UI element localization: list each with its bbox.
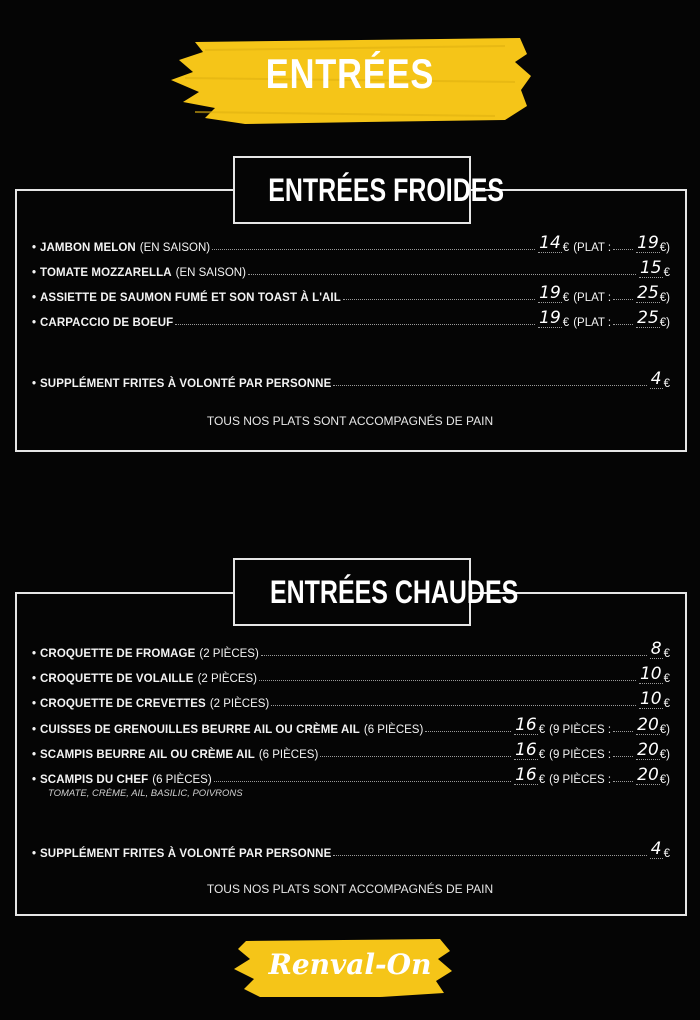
leader-dots [613, 299, 633, 300]
currency: € [538, 749, 546, 761]
leader-dots [613, 756, 633, 757]
bullet-icon: • [32, 378, 37, 390]
leader-dots [261, 655, 647, 656]
bullet-icon: • [32, 267, 37, 279]
bullet-icon: • [32, 673, 37, 685]
item-price: 4 [650, 369, 662, 389]
large-portion-price: 25 [637, 283, 659, 303]
currency: € [562, 292, 570, 304]
item-price: 15 [639, 258, 662, 278]
large-portion-label: (9 PIÈCES : [549, 749, 612, 761]
menu-item [32, 716, 670, 736]
item-name: CUISSES DE GRENOUILLES BEURRE AIL OU CRÈME AIL [40, 724, 360, 736]
item-price: 19 [539, 308, 561, 328]
currency: € [538, 774, 546, 786]
leader-dots [613, 731, 633, 732]
leader-dots [613, 249, 633, 250]
item-name: SCAMPIS BEURRE AIL OU CRÈME AIL [40, 749, 255, 761]
large-portion-label: (PLAT : [573, 292, 612, 304]
menu-item [32, 640, 670, 660]
item-name: CROQUETTE DE CREVETTES [40, 698, 206, 710]
currency: € [663, 848, 670, 860]
currency: € [663, 267, 670, 279]
large-portion-label: (9 PIÈCES : [549, 774, 612, 786]
item-detail: (6 PIÈCES) [258, 749, 319, 761]
large-portion-price: 19 [637, 233, 659, 253]
item-detail: (2 PIÈCES) [197, 673, 257, 685]
currency: € [538, 724, 546, 736]
currency: €) [659, 774, 670, 786]
menu-item [32, 259, 670, 279]
currency: €) [659, 749, 670, 761]
menu-item [32, 665, 670, 685]
item-name: TOMATE MOZZARELLA [40, 267, 172, 279]
leader-dots [259, 680, 636, 681]
item-price: 19 [539, 283, 561, 303]
menu-item [32, 741, 670, 761]
bullet-icon: • [32, 749, 37, 761]
hot-starters-heading: ENTRÉES CHAUDES [233, 558, 471, 626]
item-price: 8 [650, 639, 662, 659]
large-portion-label: (PLAT : [573, 242, 612, 254]
leader-dots [333, 385, 646, 386]
page-title: ENTRÉES [265, 50, 435, 97]
item-detail: (2 PIÈCES) [199, 648, 259, 660]
large-portion-price: 20 [637, 765, 659, 785]
bullet-icon: • [32, 292, 37, 304]
item-name: JAMBON MELON [40, 242, 136, 254]
menu-item [32, 370, 670, 390]
currency: € [562, 317, 570, 329]
item-name: SCAMPIS DU CHEF [40, 774, 149, 786]
item-price: 16 [515, 740, 537, 760]
item-detail: (EN SAISON) [175, 267, 246, 279]
item-price: 10 [639, 664, 662, 684]
currency: € [663, 698, 670, 710]
currency: €) [659, 292, 670, 304]
menu-item [32, 766, 670, 786]
menu-item [32, 309, 670, 329]
item-name: SUPPLÉMENT FRITES À VOLONTÉ PAR PERSONNE [40, 378, 332, 390]
item-name: CARPACCIO DE BOEUF [40, 317, 174, 329]
item-name: CROQUETTE DE FROMAGE [40, 648, 196, 660]
menu-item [32, 840, 670, 860]
item-detail: (6 PIÈCES) [363, 724, 424, 736]
item-price: 10 [639, 689, 662, 709]
menu-item [32, 690, 670, 710]
leader-dots [613, 781, 633, 782]
currency: € [562, 242, 570, 254]
leader-dots [320, 756, 511, 757]
item-price: 14 [539, 233, 561, 253]
restaurant-logo: Renval-On [268, 948, 432, 981]
item-detail: (6 PIÈCES) [152, 774, 212, 786]
leader-dots [212, 249, 535, 250]
large-portion-price: 20 [637, 715, 659, 735]
leader-dots [214, 781, 511, 782]
currency: € [663, 378, 670, 390]
item-name: ASSIETTE DE SAUMON FUMÉ ET SON TOAST À L'AIL [40, 292, 341, 304]
bullet-icon: • [32, 698, 37, 710]
item-name: CROQUETTE DE VOLAILLE [40, 673, 194, 685]
leader-dots [425, 731, 511, 732]
cold-bread-note: TOUS NOS PLATS SONT ACCOMPAGNÉS DE PAIN [206, 414, 494, 428]
large-portion-price: 20 [637, 740, 659, 760]
leader-dots [333, 855, 646, 856]
large-portion-price: 25 [637, 308, 659, 328]
large-portion-label: (9 PIÈCES : [549, 724, 612, 736]
leader-dots [175, 324, 535, 325]
leader-dots [248, 274, 636, 275]
currency: € [663, 648, 670, 660]
leader-dots [271, 705, 636, 706]
currency: €) [659, 317, 670, 329]
currency: € [663, 673, 670, 685]
bullet-icon: • [32, 724, 37, 736]
bullet-icon: • [32, 648, 37, 660]
cold-starters-heading: ENTRÉES FROIDES [233, 156, 471, 224]
large-portion-label: (PLAT : [573, 317, 612, 329]
bullet-icon: • [32, 317, 37, 329]
item-price: 16 [515, 715, 537, 735]
item-name: SUPPLÉMENT FRITES À VOLONTÉ PAR PERSONNE [40, 848, 332, 860]
currency: €) [659, 724, 670, 736]
bullet-icon: • [32, 242, 37, 254]
item-price: 16 [515, 765, 537, 785]
currency: €) [659, 242, 670, 254]
item-detail: (2 PIÈCES) [209, 698, 270, 710]
menu-item [32, 284, 670, 304]
item-ingredients: TOMATE, CRÈME, AIL, BASILIC, POIVRONS [48, 788, 243, 799]
item-detail: (EN SAISON) [139, 242, 211, 254]
leader-dots [343, 299, 535, 300]
menu-item [32, 234, 670, 254]
hot-bread-note: TOUS NOS PLATS SONT ACCOMPAGNÉS DE PAIN [206, 882, 494, 896]
bullet-icon: • [32, 848, 37, 860]
item-price: 4 [650, 839, 662, 859]
bullet-icon: • [32, 774, 37, 786]
leader-dots [613, 324, 633, 325]
